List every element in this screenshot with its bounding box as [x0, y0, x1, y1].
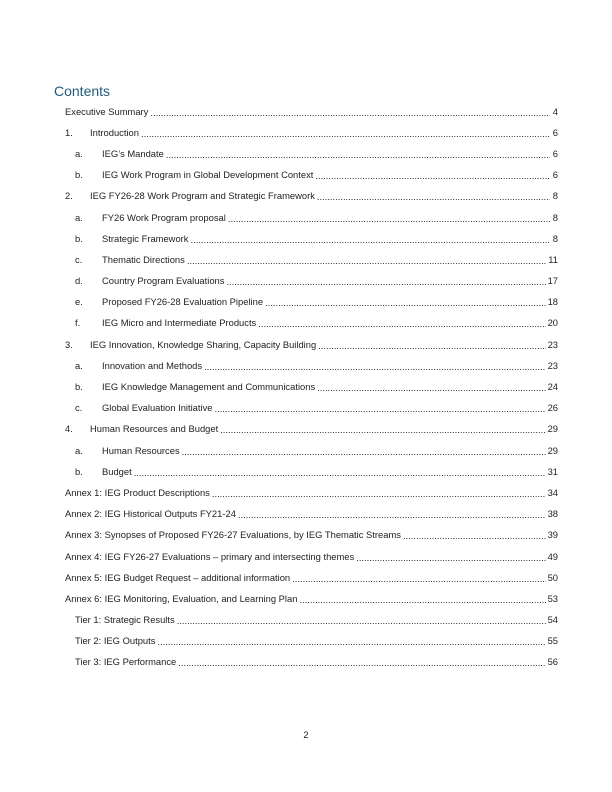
toc-entry-label: Human Resources and Budget: [90, 423, 219, 435]
toc-entry[interactable]: [54, 525, 558, 546]
dot-leader: [157, 636, 545, 648]
dot-leader: [238, 509, 546, 521]
toc-entry-page: 54: [547, 614, 558, 626]
toc-entry-number: c.: [75, 253, 83, 265]
toc-entry-page: 17: [547, 275, 558, 287]
toc-entry-page: 39: [547, 529, 558, 541]
dot-leader: [212, 488, 546, 500]
toc-entry[interactable]: [54, 652, 558, 673]
toc-entry-label: IEG Knowledge Management and Communications: [102, 381, 316, 393]
dot-leader: [226, 276, 545, 288]
toc-entry-label: Introduction: [90, 126, 139, 138]
toc-entry-page: 31: [547, 465, 558, 477]
toc-entry[interactable]: [54, 101, 558, 122]
toc-entry[interactable]: [54, 313, 558, 334]
toc-entry-page: 18: [547, 296, 558, 308]
toc-entry-label: Thematic Directions: [102, 253, 185, 265]
toc-entry-label: Annex 3: Synopses of Proposed FY26-27 Evaluations, by IEG Thematic Streams: [65, 529, 401, 541]
toc-entry[interactable]: [54, 419, 558, 440]
toc-entry[interactable]: [54, 588, 558, 609]
toc-entry-page: 29: [547, 444, 558, 456]
table-of-contents: [54, 101, 558, 673]
toc-entry[interactable]: [54, 228, 558, 249]
toc-entry-page: 8: [552, 190, 558, 202]
dot-leader: [299, 594, 545, 606]
toc-entry[interactable]: [54, 355, 558, 376]
page-number: 2: [303, 729, 309, 740]
toc-entry-number: 1.: [65, 126, 73, 138]
dot-leader: [317, 382, 545, 394]
dot-leader: [141, 128, 550, 140]
dot-leader: [214, 403, 545, 415]
toc-entry-page: 4: [552, 105, 558, 117]
toc-entry-number: a.: [75, 359, 83, 371]
dot-leader: [403, 530, 546, 542]
dot-leader: [318, 340, 545, 352]
toc-entry-number: 3.: [65, 338, 73, 350]
toc-entry-page: 49: [547, 550, 558, 562]
toc-entry[interactable]: [54, 249, 558, 270]
toc-entry-label: Global Evaluation Initiative: [102, 402, 213, 414]
toc-entry[interactable]: [54, 504, 558, 525]
toc-entry-page: 6: [552, 169, 558, 181]
dot-leader: [166, 149, 550, 161]
toc-entry-number: 4.: [65, 423, 73, 435]
toc-entry[interactable]: [54, 292, 558, 313]
toc-entry[interactable]: [54, 482, 558, 503]
dot-leader: [220, 424, 545, 436]
toc-entry-number: 2.: [65, 190, 73, 202]
toc-entry-page: 26: [547, 402, 558, 414]
toc-entry-page: 6: [552, 126, 558, 138]
dot-leader: [317, 191, 550, 203]
toc-entry[interactable]: [54, 440, 558, 461]
toc-entry-label: Budget: [102, 465, 132, 477]
toc-entry-label: Innovation and Methods: [102, 359, 203, 371]
toc-entry-label: Strategic Framework: [102, 232, 189, 244]
toc-entry-label: Annex 6: IEG Monitoring, Evaluation, and Learning Plan: [65, 592, 298, 604]
toc-entry-label: IEG’s Mandate: [102, 147, 164, 159]
toc-entry-page: 8: [552, 232, 558, 244]
toc-entry-label: Proposed FY26-28 Evaluation Pipeline: [102, 296, 264, 308]
toc-entry-label: FY26 Work Program proposal: [102, 211, 226, 223]
toc-entry-label: IEG Micro and Intermediate Products: [102, 317, 257, 329]
toc-entry-page: 56: [547, 656, 558, 668]
dot-leader: [182, 446, 546, 458]
toc-entry-label: IEG Innovation, Knowledge Sharing, Capacity Building: [90, 338, 317, 350]
toc-entry-number: b.: [75, 465, 83, 477]
toc-entry-number: b.: [75, 169, 83, 181]
toc-entry-label: IEG FY26-28 Work Program and Strategic Framework: [90, 190, 315, 202]
toc-entry[interactable]: [54, 122, 558, 143]
dot-leader: [178, 657, 545, 669]
toc-entry-page: 53: [547, 592, 558, 604]
toc-entry-label: Tier 1: Strategic Results: [75, 614, 175, 626]
dot-leader: [134, 467, 546, 479]
dot-leader: [190, 234, 550, 246]
toc-entry[interactable]: [54, 186, 558, 207]
toc-entry-page: 55: [547, 635, 558, 647]
toc-entry-number: b.: [75, 232, 83, 244]
toc-entry-page: 38: [547, 508, 558, 520]
toc-entry-number: d.: [75, 275, 83, 287]
toc-entry-number: b.: [75, 381, 83, 393]
toc-entry-page: 20: [547, 317, 558, 329]
toc-entry-number: a.: [75, 444, 83, 456]
toc-entry-label: Tier 2: IEG Outputs: [75, 635, 156, 647]
dot-leader: [150, 107, 550, 119]
toc-entry-number: a.: [75, 147, 83, 159]
toc-entry[interactable]: [54, 271, 558, 292]
toc-entry[interactable]: [54, 461, 558, 482]
toc-entry-page: 23: [547, 338, 558, 350]
toc-entry-number: c.: [75, 402, 83, 414]
toc-entry-label: Annex 1: IEG Product Descriptions: [65, 486, 210, 498]
toc-entry-label: IEG Work Program in Global Development Context: [102, 169, 314, 181]
toc-entry-number: e.: [75, 296, 83, 308]
toc-entry-page: 6: [552, 147, 558, 159]
toc-entry-label: Annex 2: IEG Historical Outputs FY21-24: [65, 508, 236, 520]
toc-entry-label: Tier 3: IEG Performance: [75, 656, 177, 668]
toc-entry-label: Annex 5: IEG Budget Request – additional information: [65, 571, 291, 583]
toc-entry-number: a.: [75, 211, 83, 223]
toc-entry[interactable]: [54, 398, 558, 419]
toc-entry-page: 24: [547, 381, 558, 393]
dot-leader: [187, 255, 546, 267]
dot-leader: [265, 297, 546, 309]
toc-entry[interactable]: [54, 143, 558, 164]
toc-entry[interactable]: [54, 610, 558, 631]
dot-leader: [258, 318, 545, 330]
toc-entry[interactable]: [54, 376, 558, 397]
dot-leader: [177, 615, 546, 627]
toc-entry[interactable]: [54, 334, 558, 355]
dot-leader: [356, 552, 545, 564]
toc-entry-page: 8: [552, 211, 558, 223]
toc-entry-label: Country Program Evaluations: [102, 275, 225, 287]
toc-entry-page: 29: [547, 423, 558, 435]
toc-entry-page: 50: [547, 571, 558, 583]
toc-entry-label: Human Resources: [102, 444, 180, 456]
dot-leader: [315, 170, 550, 182]
toc-entry-label: Annex 4: IEG FY26-27 Evaluations – primary and intersecting themes: [65, 550, 355, 562]
toc-entry[interactable]: [54, 546, 558, 567]
toc-entry-page: 23: [547, 359, 558, 371]
dot-leader: [228, 213, 550, 225]
dot-leader: [204, 361, 545, 373]
toc-entry-number: f.: [75, 317, 81, 329]
page-title: Contents: [54, 83, 111, 99]
toc-entry-page: 11: [548, 253, 558, 265]
toc-entry[interactable]: [54, 207, 558, 228]
toc-entry-page: 34: [547, 486, 558, 498]
toc-entry[interactable]: [54, 165, 558, 186]
toc-entry[interactable]: [54, 567, 558, 588]
toc-entry-label: Executive Summary: [65, 105, 149, 117]
toc-entry[interactable]: [54, 631, 558, 652]
dot-leader: [292, 573, 545, 585]
